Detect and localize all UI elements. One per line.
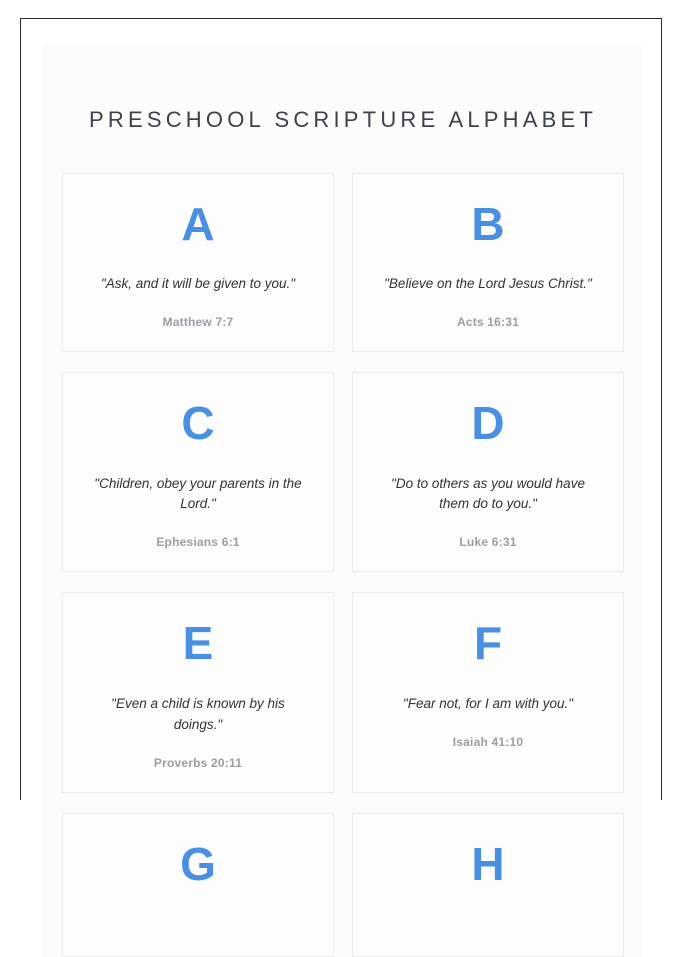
letter-card-b[interactable]	[352, 173, 624, 352]
page-scroll-area[interactable]	[21, 19, 661, 890]
card-letter-h: H	[471, 837, 505, 890]
card-letter-b: B	[471, 198, 505, 250]
letter-card-c[interactable]	[62, 372, 334, 572]
letter-card-d[interactable]	[352, 372, 624, 572]
card-verse-d: "Do to others as you would have them do to you."	[391, 475, 585, 512]
card-verse-a: "Ask, and it will be given to you."	[100, 276, 296, 292]
card-letter-f: F	[473, 617, 503, 670]
card-verse-c: "Children, obey your parents in the Lord."	[94, 475, 302, 512]
card-letter-e: E	[182, 617, 214, 670]
card-reference-a: Matthew 7:7	[162, 315, 234, 330]
card-verse-b: "Believe on the Lord Jesus Christ."	[384, 276, 592, 292]
browser-window-frame	[20, 18, 662, 890]
letter-card-f[interactable]	[352, 592, 624, 792]
letter-card-g[interactable]	[62, 813, 334, 957]
card-letter-a: A	[181, 198, 215, 250]
card-letter-d: D	[471, 397, 505, 450]
card-reference-f: Isaiah 41:10	[452, 734, 524, 749]
letter-card-e[interactable]	[62, 592, 334, 792]
card-verse-e: "Even a child is known by his doings."	[111, 695, 285, 732]
card-reference-b: Acts 16:31	[456, 315, 520, 330]
page-title: PRESCHOOL SCRIPTURE ALPHABET	[89, 107, 597, 132]
letter-card-h[interactable]	[352, 813, 624, 957]
card-reference-d: Luke 6:31	[459, 535, 517, 550]
card-reference-c: Ephesians 6:1	[156, 535, 240, 550]
card-letter-c: C	[181, 397, 215, 450]
content-panel	[43, 45, 643, 957]
card-reference-e: Proverbs 20:11	[153, 755, 243, 770]
card-verse-f: "Fear not, for I am with you."	[402, 695, 574, 711]
alphabet-card-grid	[43, 133, 643, 957]
card-letter-g: G	[180, 837, 216, 890]
letter-card-a[interactable]	[62, 173, 334, 352]
